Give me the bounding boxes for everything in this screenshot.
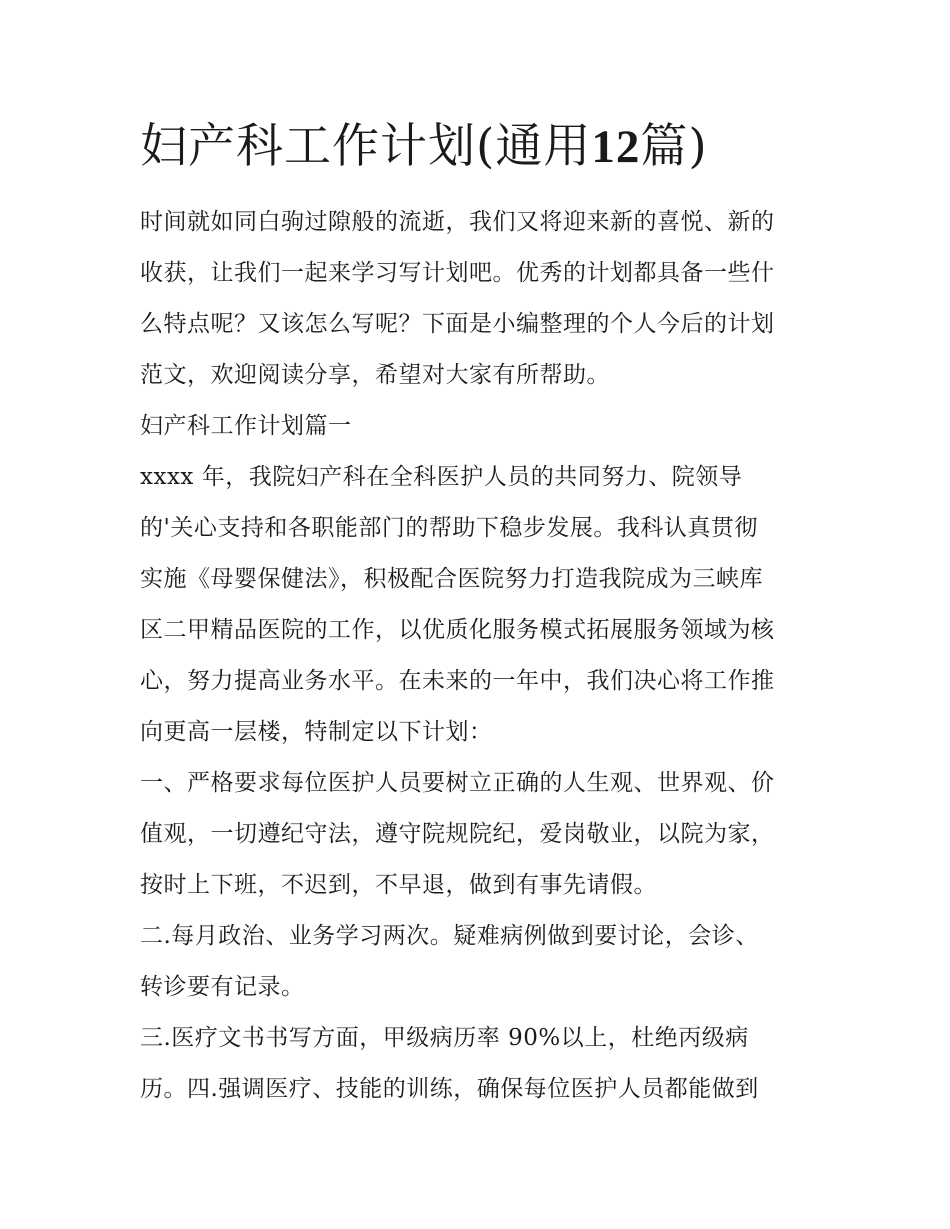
body-line: 范文，欢迎阅读分享，希望对大家有所帮助。 <box>140 362 610 388</box>
document-title <box>140 116 708 178</box>
title-number: 12 <box>591 121 641 173</box>
body-line: 收获，让我们一起来学习写计划吧。优秀的计划都具备一些什 <box>140 260 775 286</box>
body-line: 按时上下班，不迟到，不早退，做到有事先请假。 <box>140 872 657 898</box>
body-line: 实施《母婴保健法》，积极配合医院努力打造我院成为三峡库 <box>140 566 763 592</box>
body-line: 历。四.强调医疗、技能的训练，确保每位医护人员都能做到 <box>140 1076 759 1102</box>
body-line: 三.医疗文书书写方面，甲级病历率 90%以上，杜绝丙级病 <box>140 1025 749 1051</box>
body-line: 时间就如同白驹过隙般的流逝，我们又将迎来新的喜悦、新的 <box>140 209 775 235</box>
body-line: 的'关心支持和各职能部门的帮助下稳步发展。我科认真贯彻 <box>140 515 758 541</box>
body-line: 向更高一层楼，特制定以下计划： <box>140 719 493 745</box>
body-line: xxxx 年，我院妇产科在全科医护人员的共同努力、院领导 <box>140 464 743 490</box>
body-line: 二.每月政治、业务学习两次。疑难病例做到要讨论，会诊、 <box>140 923 759 949</box>
body-line: 心，努力提高业务水平。在未来的一年中，我们决心将工作推 <box>140 668 775 694</box>
title-text-part1: 妇产科工作计划(通用 <box>140 119 592 174</box>
title-text-part2: 篇) <box>640 119 708 174</box>
section-heading: 妇产科工作计划篇一 <box>140 413 352 439</box>
body-line: 区二甲精品医院的工作，以优质化服务模式拓展服务领域为核 <box>140 617 775 643</box>
body-line: 么特点呢？又该怎么写呢？下面是小编整理的个人今后的计划 <box>140 311 775 337</box>
body-line: 值观，一切遵纪守法，遵守院规院纪，爱岗敬业，以院为家， <box>140 821 775 847</box>
body-line: 一、严格要求每位医护人员要树立正确的人生观、世界观、价 <box>140 770 775 796</box>
body-line: 转诊要有记录。 <box>140 974 305 1000</box>
